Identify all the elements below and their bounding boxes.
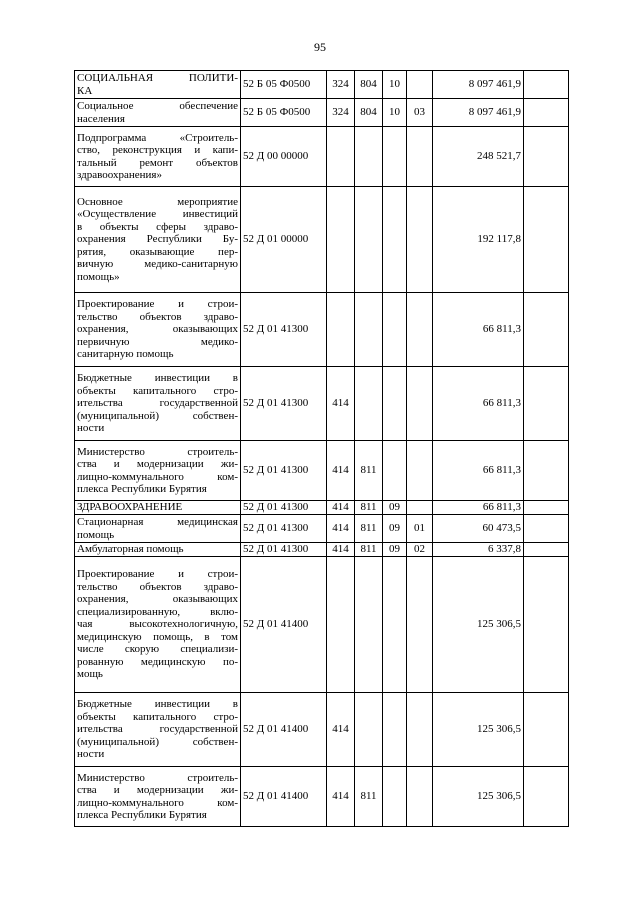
subsection-code: [407, 501, 433, 515]
section-code: [383, 293, 407, 367]
department-code: [355, 293, 383, 367]
amount: 192 117,8: [433, 187, 524, 293]
empty-cell: [524, 293, 569, 367]
amount: 66 811,3: [433, 367, 524, 441]
expense-type-code: 414: [327, 767, 355, 827]
empty-cell: [524, 767, 569, 827]
expense-type-code: 414: [327, 693, 355, 767]
item-name: Социальное обеспечение населения: [75, 99, 241, 127]
department-code: [355, 187, 383, 293]
expense-type-code: 414: [327, 441, 355, 501]
empty-cell: [524, 543, 569, 557]
amount: 125 306,5: [433, 557, 524, 693]
department-code: [355, 127, 383, 187]
budget-table: [74, 70, 569, 827]
section-code: 10: [383, 71, 407, 99]
section-code: [383, 187, 407, 293]
target-article-code: 52 Д 01 41400: [241, 557, 327, 693]
target-article-code: 52 Д 01 41400: [241, 693, 327, 767]
target-article-code: 52 Д 01 00000: [241, 187, 327, 293]
amount: 8 097 461,9: [433, 99, 524, 127]
subsection-code: [407, 187, 433, 293]
department-code: 811: [355, 501, 383, 515]
table-row: [75, 501, 569, 515]
target-article-code: 52 Д 01 41300: [241, 367, 327, 441]
amount: 8 097 461,9: [433, 71, 524, 99]
expense-type-code: 414: [327, 543, 355, 557]
subsection-code: [407, 441, 433, 501]
department-code: [355, 367, 383, 441]
amount: 60 473,5: [433, 515, 524, 543]
department-code: 811: [355, 441, 383, 501]
empty-cell: [524, 557, 569, 693]
subsection-code: [407, 367, 433, 441]
expense-type-code: 414: [327, 501, 355, 515]
table-row: [75, 767, 569, 827]
expense-type-code: [327, 557, 355, 693]
item-name: ЗДРАВООХРАНЕНИЕ: [75, 501, 241, 515]
expense-type-code: 414: [327, 367, 355, 441]
target-article-code: 52 Д 01 41300: [241, 543, 327, 557]
amount: 66 811,3: [433, 293, 524, 367]
section-code: [383, 441, 407, 501]
amount: 125 306,5: [433, 767, 524, 827]
expense-type-code: 324: [327, 71, 355, 99]
table-row: [75, 543, 569, 557]
item-name: Министерство строитель- ства и модернизации жи- лищно-коммунального ком- плекса Республики Бурятия: [75, 767, 241, 827]
department-code: 804: [355, 99, 383, 127]
subsection-code: 01: [407, 515, 433, 543]
expense-type-code: [327, 293, 355, 367]
subsection-code: [407, 293, 433, 367]
target-article-code: 52 Б 05 Ф0500: [241, 99, 327, 127]
table-row: [75, 293, 569, 367]
target-article-code: 52 Б 05 Ф0500: [241, 71, 327, 99]
expense-type-code: 324: [327, 99, 355, 127]
empty-cell: [524, 515, 569, 543]
subsection-code: 02: [407, 543, 433, 557]
subsection-code: [407, 71, 433, 99]
subsection-code: [407, 693, 433, 767]
table-row: [75, 515, 569, 543]
expense-type-code: [327, 127, 355, 187]
section-code: 09: [383, 515, 407, 543]
department-code: 811: [355, 767, 383, 827]
table-row: [75, 71, 569, 99]
item-name: Амбулаторная помощь: [75, 543, 241, 557]
empty-cell: [524, 441, 569, 501]
subsection-code: [407, 557, 433, 693]
item-name: Основное мероприятие «Осуществление инвестиций в объекты сферы здраво- охранения Республики Бу- рятия, оказывающие пер- вичную медико-санитарную помощь»: [75, 187, 241, 293]
item-name: Подпрограмма «Строитель- ство, реконструкция и капи- тальный ремонт объектов здравоохранения»: [75, 127, 241, 187]
empty-cell: [524, 501, 569, 515]
target-article-code: 52 Д 01 41300: [241, 293, 327, 367]
empty-cell: [524, 127, 569, 187]
item-name: Проектирование и строи- тельство объектов здраво- охранения, оказывающих специализированную, вклю- чая высокотехнологичную, медицинскую помощь, в том числе скорую специализи- рованную медицинскую по- мощь: [75, 557, 241, 693]
target-article-code: 52 Д 01 41400: [241, 767, 327, 827]
section-code: 10: [383, 99, 407, 127]
item-name: СОЦИАЛЬНАЯ ПОЛИТИ- КА: [75, 71, 241, 99]
empty-cell: [524, 693, 569, 767]
expense-type-code: 414: [327, 515, 355, 543]
target-article-code: 52 Д 01 41300: [241, 515, 327, 543]
section-code: [383, 767, 407, 827]
item-name: Министерство строитель- ства и модернизации жи- лищно-коммунального ком- плекса Республики Бурятия: [75, 441, 241, 501]
section-code: [383, 127, 407, 187]
amount: 66 811,3: [433, 501, 524, 515]
section-code: [383, 367, 407, 441]
amount: 6 337,8: [433, 543, 524, 557]
item-name: Бюджетные инвестиции в объекты капитального стро- ительства государственной (муниципальной) собствен- ности: [75, 367, 241, 441]
target-article-code: 52 Д 00 00000: [241, 127, 327, 187]
amount: 248 521,7: [433, 127, 524, 187]
subsection-code: 03: [407, 99, 433, 127]
department-code: 804: [355, 71, 383, 99]
amount: 125 306,5: [433, 693, 524, 767]
section-code: 09: [383, 501, 407, 515]
page-number: 95: [314, 40, 326, 54]
table-row: [75, 693, 569, 767]
department-code: 811: [355, 543, 383, 557]
target-article-code: 52 Д 01 41300: [241, 501, 327, 515]
item-name: Стационарная медицинская помощь: [75, 515, 241, 543]
empty-cell: [524, 367, 569, 441]
department-code: [355, 693, 383, 767]
empty-cell: [524, 187, 569, 293]
table-row: [75, 127, 569, 187]
empty-cell: [524, 99, 569, 127]
empty-cell: [524, 71, 569, 99]
item-name: Проектирование и строи- тельство объектов здраво- охранения, оказывающих первичную медико- санитарную помощь: [75, 293, 241, 367]
subsection-code: [407, 767, 433, 827]
expense-type-code: [327, 187, 355, 293]
table-row: [75, 187, 569, 293]
subsection-code: [407, 127, 433, 187]
department-code: [355, 557, 383, 693]
amount: 66 811,3: [433, 441, 524, 501]
target-article-code: 52 Д 01 41300: [241, 441, 327, 501]
section-code: [383, 693, 407, 767]
section-code: 09: [383, 543, 407, 557]
table-row: [75, 441, 569, 501]
section-code: [383, 557, 407, 693]
item-name: Бюджетные инвестиции в объекты капитального стро- ительства государственной (муниципальной) собствен- ности: [75, 693, 241, 767]
department-code: 811: [355, 515, 383, 543]
table-row: [75, 557, 569, 693]
table-row: [75, 367, 569, 441]
table-row: [75, 99, 569, 127]
